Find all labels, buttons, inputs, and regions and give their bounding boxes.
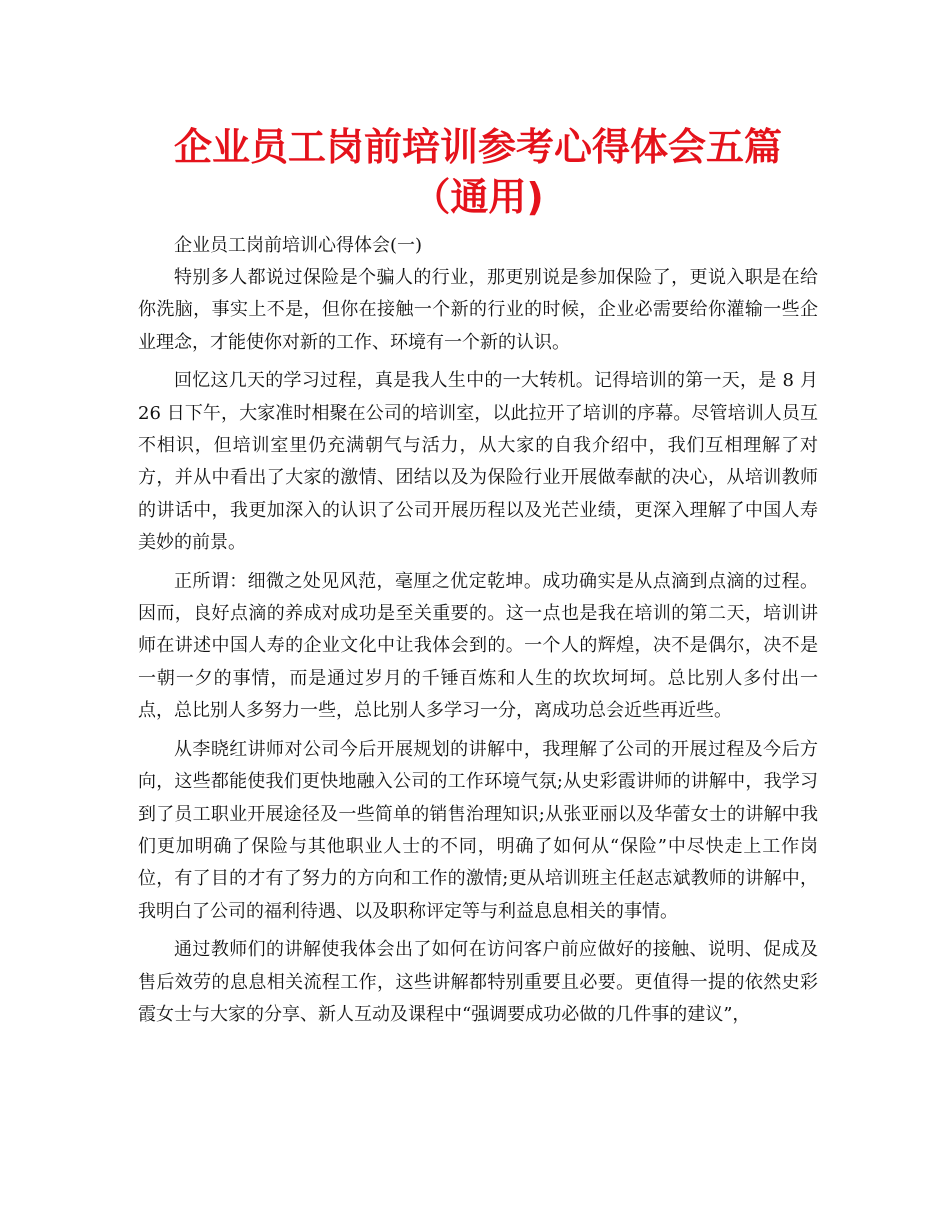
paragraph-1: 特别多人都说过保险是个骗人的行业，那更别说是参加保险了，更说入职是在给你洗脑，事实上不是，但你在接触一个新的行业的时候，企业必需要给你灌输一些企业理念，才能使你对新的工作、环境有一个新的认识。 — [138, 267, 818, 353]
paragraph-5: 通过教师们的讲解使我体会出了如何在访问客户前应做好的接触、说明、促成及售后效劳的息息相关流程工作，这些讲解都特别重要且必要。更值得一提的依然史彩霞女士与大家的分享、新人互动及课程中“强调要成功必做的几件事的建议”， — [138, 939, 818, 1025]
document-title: 企业员工岗前培训参考心得体会五篇（通用) — [173, 125, 782, 219]
paragraph-2: 回忆这几天的学习过程，真是我人生中的一大转机。记得培训的第一天，是 8 月 26 日下午，大家准时相聚在公司的培训室，以此拉开了培训的序幕。尽管培训人员互不相识，但培训室里仍充满朝气与活力，从大家的自我介绍中，我们互相理解了对方，并从中看出了大家的激情、团结以及为保险行业开展做奉献的决心，从培训教师的讲话中，我更加深入的认识了公司开展历程以及光芒业绩，更深入理解了中国人寿美妙的前景。 — [138, 370, 818, 554]
document-page — [138, 122, 818, 1037]
document-body — [138, 230, 818, 1031]
paragraph-3: 正所谓：细微之处见风范，毫厘之优定乾坤。成功确实是从点滴到点滴的过程。因而，良好点滴的养成对成功是至关重要的。这一点也是我在培训的第二天，培训讲师在讲述中国人寿的企业文化中让我体会到的。一个人的辉煌，决不是偶尔，决不是一朝一夕的事情，而是通过岁月的千锤百炼和人生的坎坎坷坷。总比别人多付出一点，总比别人多努力一些，总比别人多学习一分，离成功总会近些再近些。 — [138, 570, 818, 722]
section-heading: 企业员工岗前培训心得体会(一) — [174, 235, 423, 256]
paragraph-4: 从李晓红讲师对公司今后开展规划的讲解中，我理解了公司的开展过程及今后方向，这些都能使我们更快地融入公司的工作环境气氛;从史彩霞讲师的讲解中，我学习到了员工职业开展途径及一些简单的销售治理知识;从张亚丽以及华蕾女士的讲解中我们更加明确了保险与其他职业人士的不同，明确了如何从“保险”中尽快走上工作岗位，有了目的才有了努力的方向和工作的激情;更从培训班主任赵志斌教师的讲解中，我明白了公司的福利待遇、以及职称评定等与利益息息相关的事情。 — [138, 738, 818, 922]
